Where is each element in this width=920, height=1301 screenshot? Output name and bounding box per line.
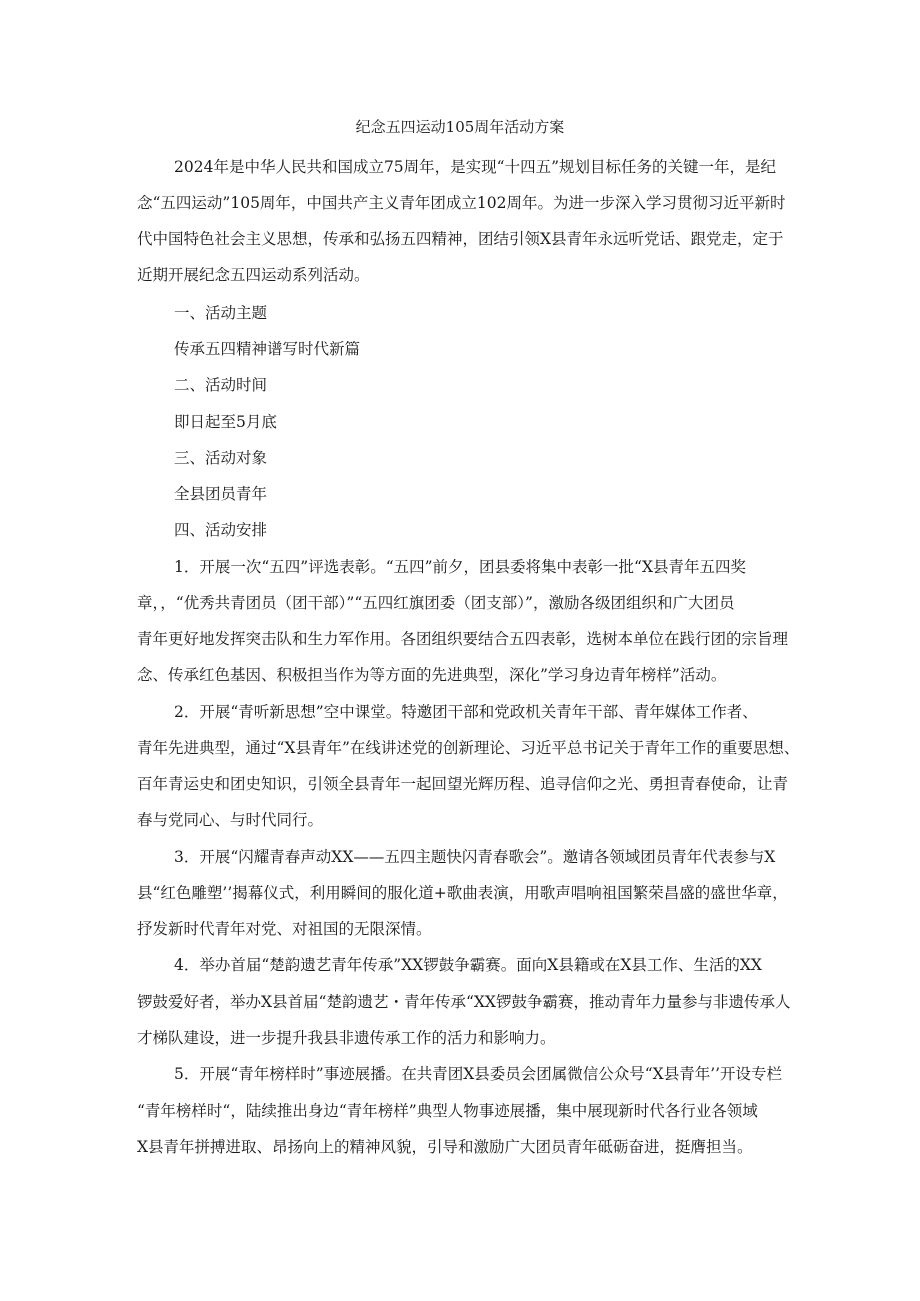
- item-1-line: 念、传承红色基因、积极担当作为等方面的先进典型，深化”学习身边青年榜样”活动。: [137, 666, 727, 684]
- item-2-line: 青年先进典型，通过“X县青年”在线讲述党的创新理论、习近平总书记关于青年工作的重要思想、: [137, 739, 800, 757]
- item-3-line: 3．开展“闪耀青春声动XX——五四主题快闪青春歌会”。邀请各领域团员青年代表参与X: [174, 848, 776, 866]
- item-5-line: X县青年拼搏进取、昂扬向上的精神风貌，引导和激励广大团员青年砥砺奋进，挺膺担当。: [137, 1138, 753, 1156]
- section-body-time: 即日起至5月底: [174, 413, 277, 431]
- item-3-line: 县“红色雕塑’’揭幕仪式，利用瞬间的服化道+歌曲表演，用歌声唱响祖国繁荣昌盛的盛世华章，: [137, 884, 788, 902]
- section-heading-audience: 三、活动对象: [174, 449, 268, 467]
- item-4-line: 锣鼓爱好者，举办X县首届“楚韵遗艺・青年传承“XX锣鼓争霸赛，推动青年力量参与非遗传承人: [137, 993, 791, 1011]
- item-4-line: 4．举办首届“楚韵遗艺青年传承”XX锣鼓争霸赛。面向X县籍或在X县工作、生活的XX: [174, 956, 762, 974]
- section-heading-arrangement: 四、活动安排: [174, 521, 268, 539]
- item-1-line: 章，，“优秀共青团员（团干部）”“五四红旗团委（团支部）”，激励各级团组织和广大团员: [137, 594, 735, 612]
- section-body-audience: 全县团员青年: [174, 485, 268, 503]
- intro-line: 念“五四运动”105周年，中国共产主义青年团成立102周年。为进一步深入学习贯彻习近平新时: [137, 194, 786, 212]
- item-2-line: 春与党同心、与时代同行。: [137, 811, 324, 829]
- section-body-theme: 传承五四精神谱写时代新篇: [174, 340, 361, 358]
- item-1-line: 青年更好地发挥突击队和生力军作用。各团组织要结合五四表彰，选树本单位在践行团的宗旨理: [137, 630, 789, 648]
- intro-line: 2024年是中华人民共和国成立75周年，是实现“十四五”规划目标任务的关键一年，是纪: [174, 158, 777, 176]
- document-title: 纪念五四运动105周年活动方案: [355, 118, 565, 136]
- item-5-line: “青年榜样时“，陆续推出身边“青年榜样”典型人物事迹展播，集中展现新时代各行业各领域: [137, 1102, 758, 1120]
- intro-line: 近期开展纪念五四运动系列活动。: [137, 266, 370, 284]
- item-5-line: 5．开展“青年榜样时”事迹展播。在共青团X县委员会团属微信公众号“X县青年’’开设专栏: [174, 1065, 783, 1083]
- item-4-line: 才梯队建设，进一步提升我县非遗传承工作的活力和影响力。: [137, 1029, 556, 1047]
- item-1-line: 1．开展一次“五四”评选表彰。“五四”前夕，团县委将集中表彰一批“X县青年五四奖: [174, 558, 747, 576]
- section-heading-theme: 一、活动主题: [174, 304, 268, 322]
- item-2-line: 2．开展“青听新思想”空中课堂。特邀团干部和党政机关青年干部、青年媒体工作者、: [174, 703, 758, 721]
- item-2-line: 百年青运史和团史知识，引领全县青年一起回望光辉历程、追寻信仰之光、勇担青春使命，让青: [137, 775, 789, 793]
- section-heading-time: 二、活动时间: [174, 376, 268, 394]
- intro-line: 代中国特色社会主义思想，传承和弘扬五四精神，团结引领X县青年永远听党话、跟党走，定于: [137, 230, 784, 248]
- item-3-line: 抒发新时代青年对党、对祖国的无限深情。: [137, 920, 432, 938]
